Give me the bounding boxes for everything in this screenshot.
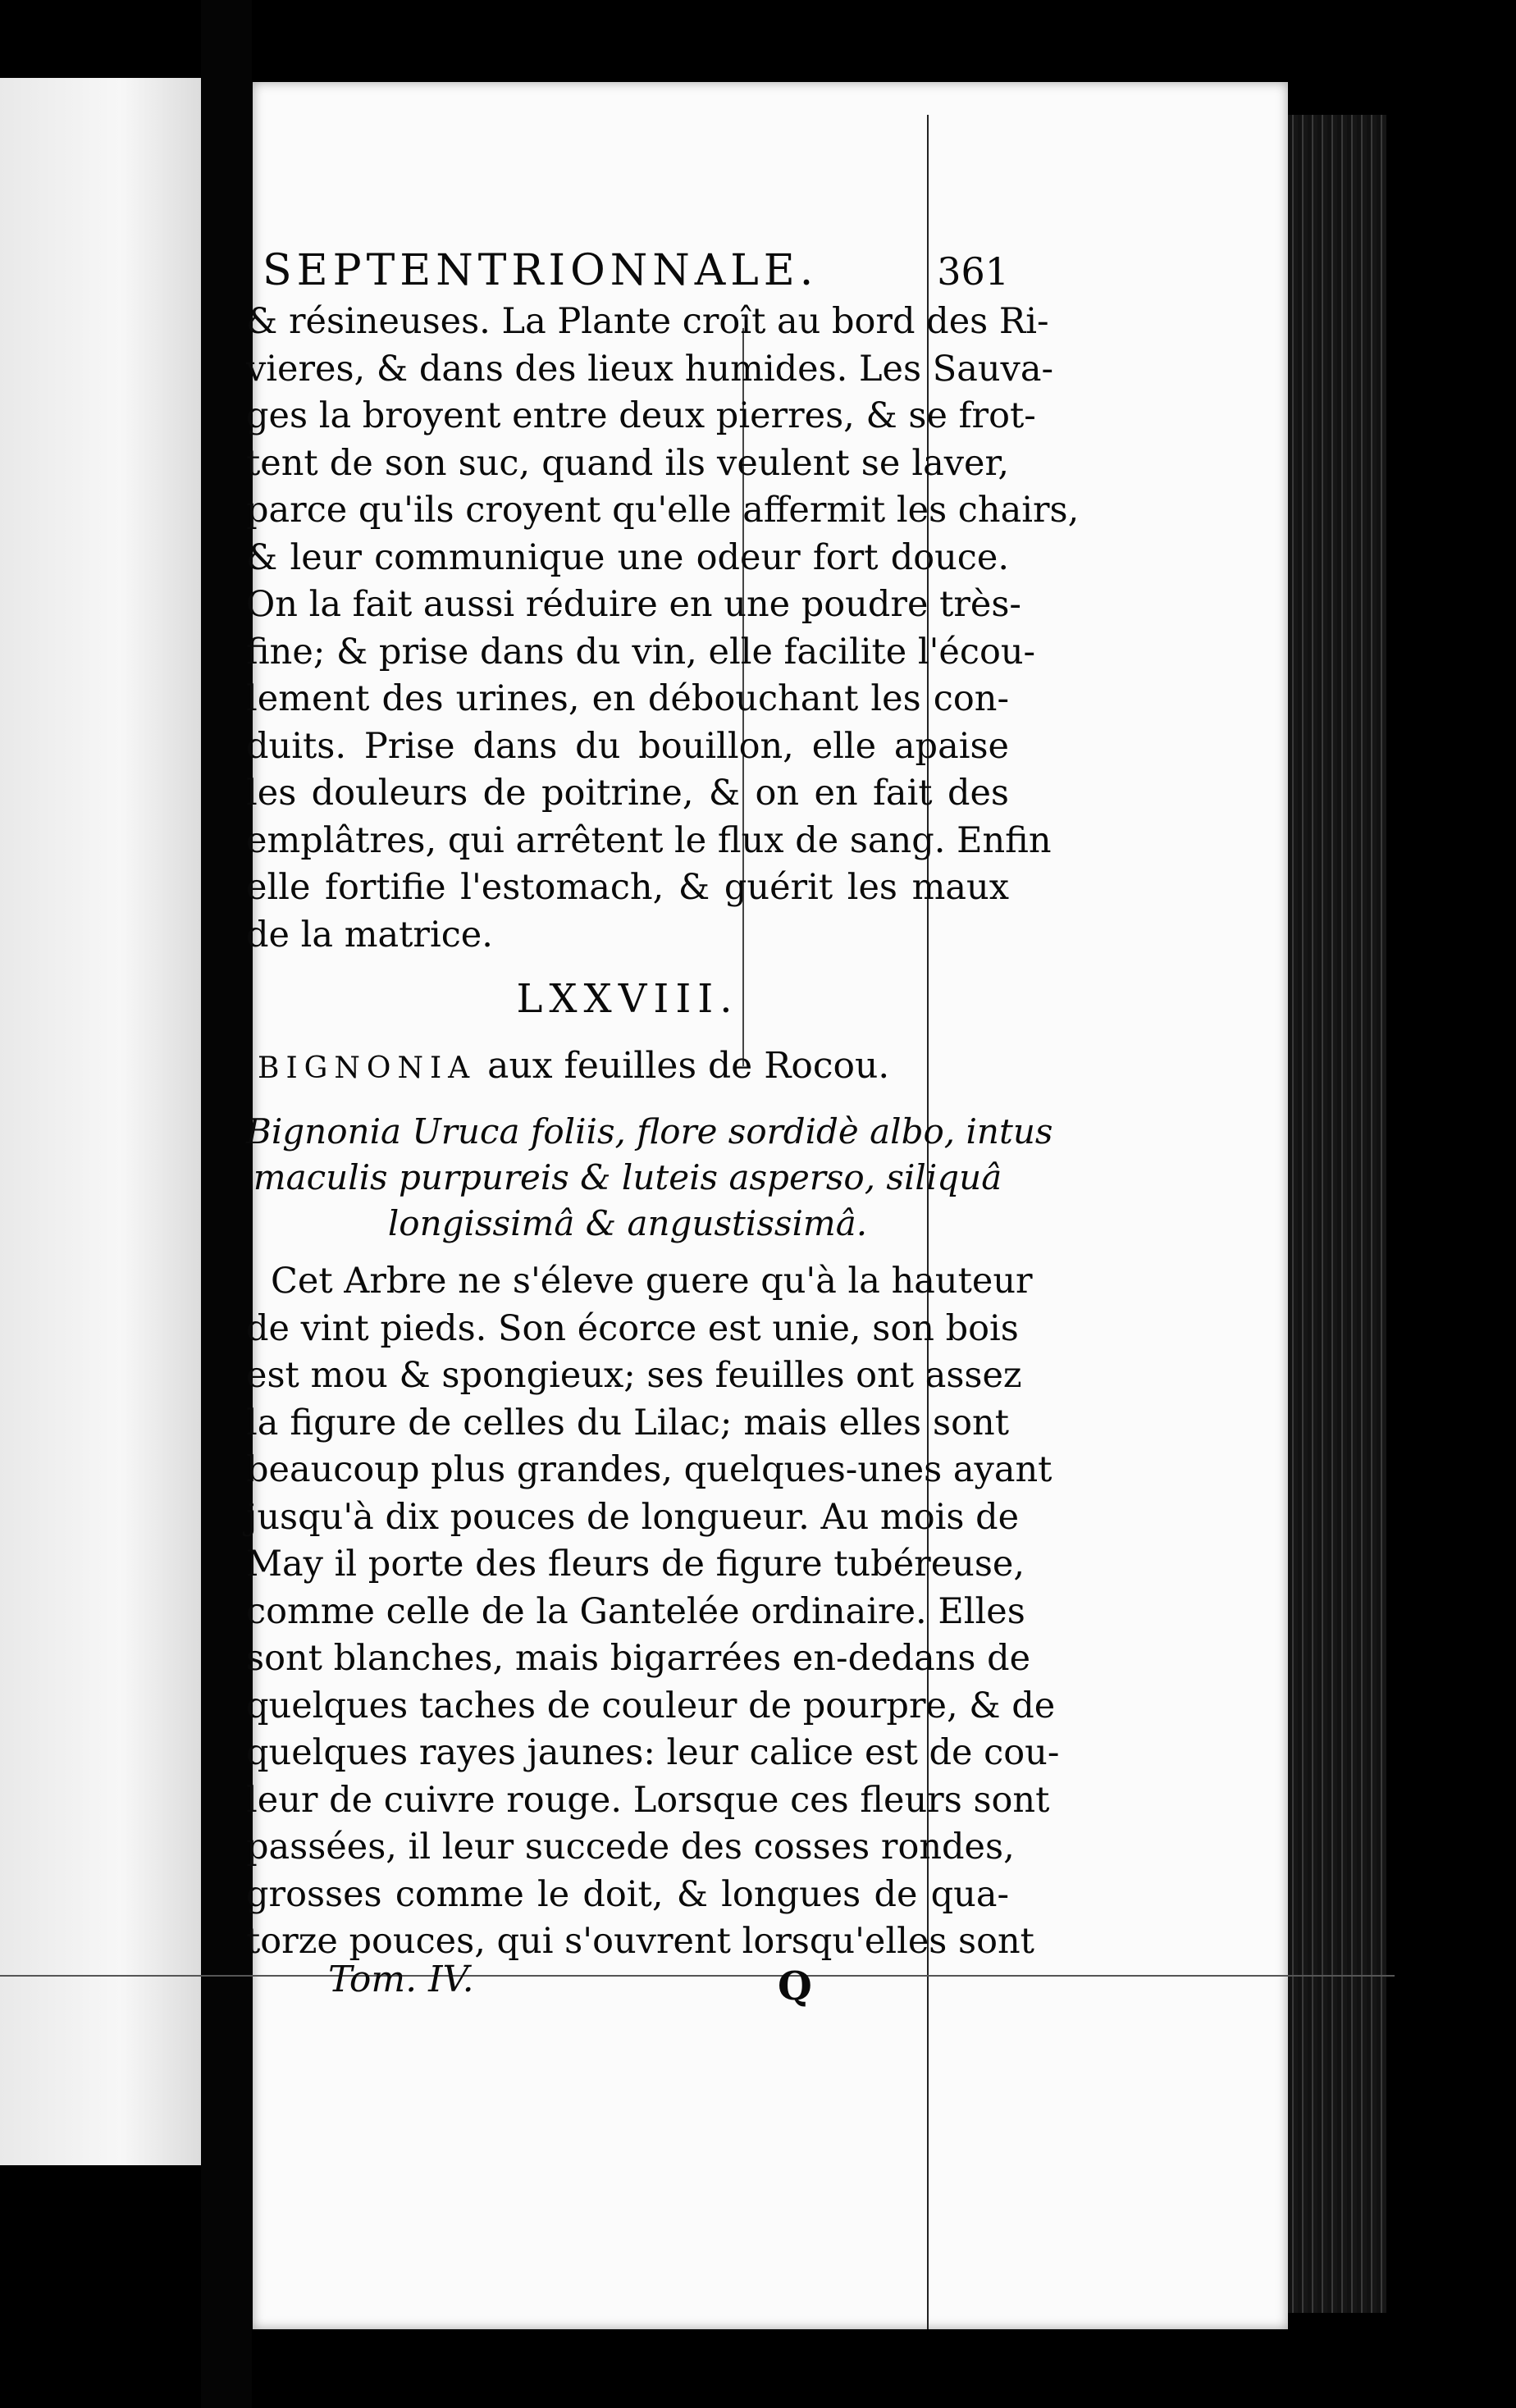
- text-line: jusqu'à dix pouces de longueur. Au mois de: [246, 1496, 1020, 1538]
- text-line: leur de cuivre rouge. Lorsque ces fleurs sont: [246, 1779, 1050, 1821]
- text-line: On la fait aussi réduire en une poudre très-: [246, 584, 1021, 625]
- text-line: est mou & spongieux; ses feuilles ont assez: [246, 1355, 1022, 1396]
- page-number: 361: [937, 249, 1009, 294]
- text-line: torze pouces, qui s'ouvrent lorsqu'elles sont: [246, 1921, 1034, 1962]
- text-line: les douleurs de poitrine, & on en fait des: [246, 773, 1009, 814]
- text-line: beaucoup plus grandes, quelques-unes ayant: [246, 1449, 1053, 1490]
- entry-title: [258, 1038, 1009, 1097]
- text-line: lement des urines, en débouchant les con-: [246, 678, 1009, 719]
- text-line: sont blanches, mais bigarrées en-dedans de: [246, 1638, 1031, 1679]
- text-line: Cet Arbre ne s'éleve guere qu'à la hauteur: [271, 1261, 1033, 1302]
- entry-title-rest: aux feuilles de Rocou.: [476, 1045, 890, 1087]
- text-line: la figure de celles du Lilac; mais elles sont: [246, 1402, 1009, 1443]
- paragraph-continued: [246, 299, 1080, 959]
- text-line: emplâtres, qui arrêtent le flux de sang. Enfin: [246, 819, 1052, 861]
- description-paragraph: [246, 1258, 1060, 1966]
- signature-mark: Q: [778, 1963, 812, 2009]
- text-line: de la matrice.: [246, 914, 493, 955]
- text-line: elle fortifie l'estomach, & guérit les maux: [246, 867, 1009, 908]
- text-line: quelques taches de couleur de pourpre, & de: [246, 1685, 1056, 1726]
- text-line: duits. Prise dans du bouillon, elle apaise: [246, 725, 1009, 767]
- section-number: LXXVIII.: [516, 976, 739, 1022]
- text-line: comme celle de la Gantelée ordinaire. Elles: [246, 1590, 1025, 1632]
- text-line: May il porte des fleurs de figure tubéreuse,: [246, 1544, 1025, 1585]
- page-stack-edge: [1288, 115, 1386, 2313]
- latin-line: longissimâ & angustissimâ.: [387, 1203, 868, 1243]
- latin-line: maculis purpureis & luteis asperso, siliquâ: [253, 1157, 1002, 1197]
- text-line: ges la broyent entre deux pierres, & se frot-: [246, 395, 1036, 436]
- text-block: [246, 246, 1080, 1966]
- latin-line: Bignonia Uruca foliis, flore sordidè albo, intus: [246, 1111, 1053, 1152]
- running-header: [263, 246, 1009, 295]
- latin-description: [246, 1109, 1053, 1247]
- text-line: vieres, & dans des lieux humides. Les Sauva-: [246, 348, 1053, 390]
- text-line: grosses comme le doit, & longues de qua-: [246, 1873, 1009, 1915]
- text-line: passées, il leur succede des cosses rondes,: [246, 1827, 1015, 1868]
- book-gutter: [201, 0, 252, 2408]
- volume-label: Tom. IV.: [328, 1959, 474, 2000]
- text-line: & résineuses. La Plante croît au bord des Ri-: [246, 301, 1049, 342]
- running-title: SEPTENTRIONNALE.: [263, 246, 819, 295]
- text-line: de vint pieds. Son écorce est unie, son bois: [246, 1307, 1019, 1349]
- entry-title-head: BIGNONIA: [258, 1051, 477, 1085]
- scan-background: [1386, 0, 1516, 2408]
- text-line: fine; & prise dans du vin, elle facilite l'écou-: [246, 631, 1036, 673]
- text-line: parce qu'ils croyent qu'elle affermit les chairs,: [246, 490, 1080, 531]
- facing-page-edge: [0, 78, 206, 2165]
- text-line: tent de son suc, quand ils veulent se laver,: [246, 442, 1009, 484]
- text-line: quelques rayes jaunes: leur calice est de cou-: [246, 1732, 1060, 1773]
- text-line: & leur communique une odeur fort douce.: [246, 536, 1009, 578]
- page-footer: [328, 1959, 952, 2016]
